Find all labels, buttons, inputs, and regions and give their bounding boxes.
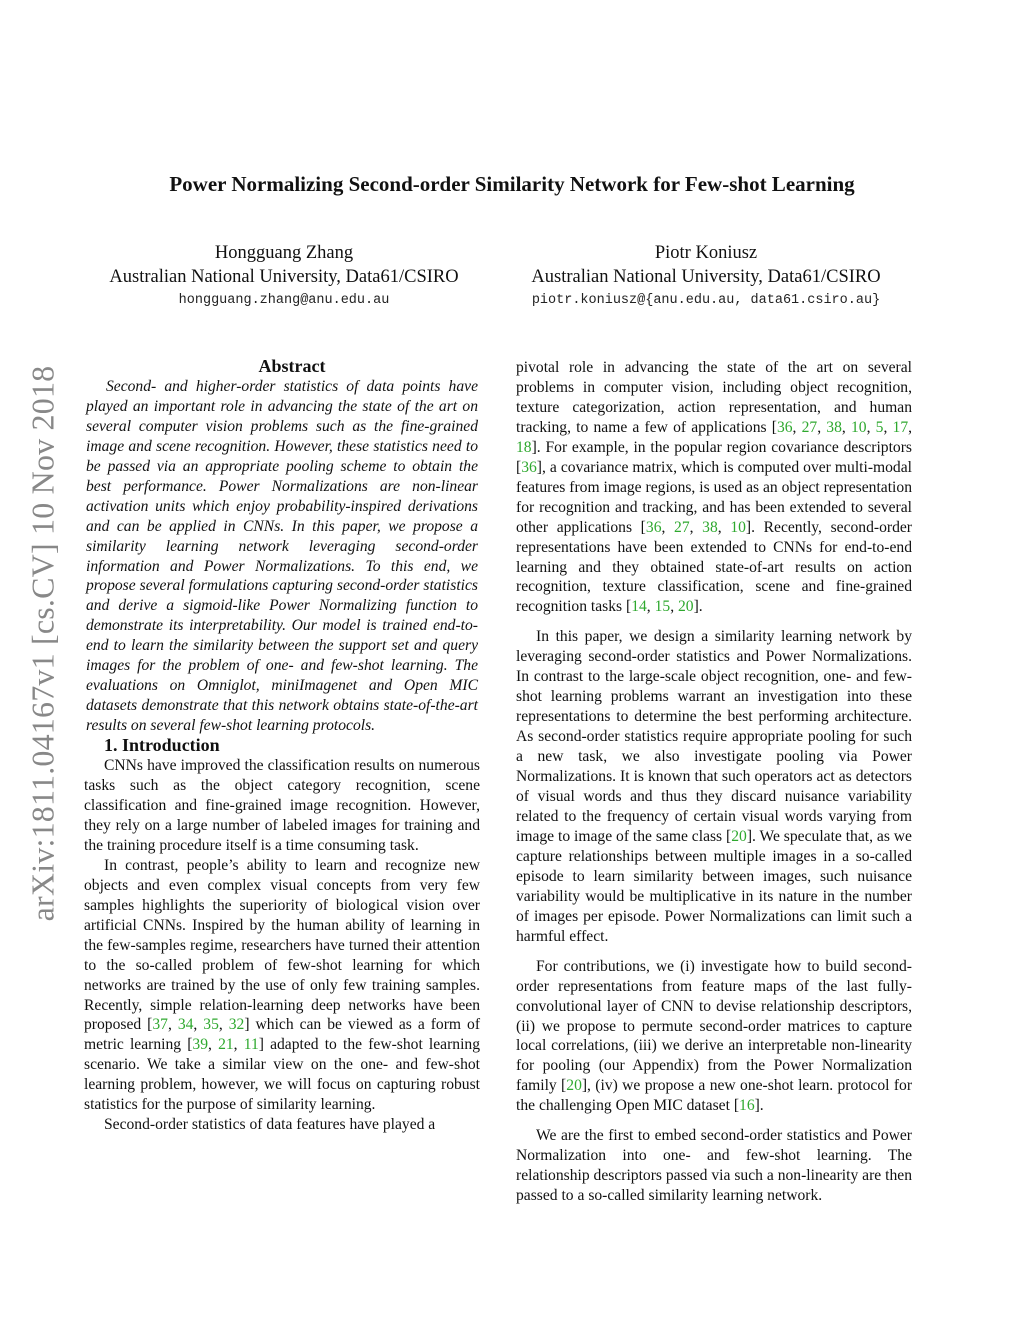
citation-link[interactable]: 38 [826,418,842,436]
author-block-1 [62,241,506,313]
author-name: Hongguang Zhang [214,243,354,263]
citation-link[interactable]: 35 [203,1016,219,1034]
citation-link[interactable]: 32 [228,1016,245,1034]
citation-link[interactable]: 20 [677,598,694,616]
body-paragraph: In this paper, we design a similarity learning network by leveraging second-order statistics and Power Normalizations. In contrast to the large-scale object recognition, one- and few-shot learning problems warrant an investigation into these representations to determine the best performing architecture. As second-order statistics require appropriate pooling for such a new task, we also investigate pooling via Power Normalizations. It is known that such operators act as detectors of visual words and thus they discard nuisance variability related to the frequency of certain visual words varying from image to image of the same class [20]. We speculate that, as we capture relationships between multiple images in a so-called episode to learn similarity between images, such nuisance variability would be multiplicative in its nature in the number of images per episode. Power Normalizations can limit such a harmful effect. [516,628,912,945]
citation-link[interactable]: 14 [631,598,647,616]
intro-paragraph: In contrast, people’s ability to learn and recognize new objects and even complex visual concepts from very few samples highlights the superiority of biological vision over artificial CNNs. Inspired by the human ability of learning in the few-samples regime, researchers have turned their attention to the so-called problem of few-shot learning for which networks are trained by the use of only few training samples. Recently, simple relation-learning deep networks have been proposed [37, 34, 35, 32] which can be viewed as a form of metric learning [39, 21, 11] adapted to the few-shot learning scenario. We take a similar view on the one- and few-shot learning problem, however, we will focus on capturing robust statistics for the purpose of similarity learning. [84,856,481,1114]
citation-link[interactable]: 27 [801,418,818,436]
paper-title: Power Normalizing Second-order Similarity Network for Few-shot Learning [169,172,855,196]
citation-link[interactable]: 11 [243,1036,259,1054]
abstract-text: Second- and higher-order statistics of data points have played an important role in advancing the state of the art on several computer vision problems such as the fine-grained image and scene recognition. However, these statistics need to be passed via an appropriate pooling scheme to obtain the best performance. Power Normalizations are non-linear activation units which enjoy probability-inspired derivations and can be applied in CNNs. In this paper, we propose a similarity learning network leveraging second-order information and Power Normalizations. To this end, we propose several formulations capturing second-order statistics and derive a sigmoid-like Power Normalizing function to demonstrate its interpretability. Our model is trained end-to-end to learn the similarity between the support set and query images for the problem of one- and few-shot learning. The evaluations on Omniglot, miniImagenet and Open MIC datasets demonstrate that this network obtains state-of-the-art results on several few-shot learning protocols. [86,377,478,735]
author-affiliation: Australian National University, Data61/CSIRO [109,267,459,287]
citation-link[interactable]: 36 [521,458,537,476]
citation-link[interactable]: 20 [731,827,747,845]
section-heading: 1. Introduction [104,735,220,756]
intro-paragraph: CNNs have improved the classification results on numerous tasks such as the object category recognition, scene classification and fine-grained image recognition. However, they rely on a large number of labeled images for training and the training procedure itself is a time consuming task. [84,757,480,854]
citation-link[interactable]: 21 [218,1036,234,1054]
citation-link[interactable]: 38 [702,518,718,536]
author-email: hongguang.zhang@anu.edu.au [178,293,390,308]
right-column [516,358,912,1206]
citation-link[interactable]: 18 [516,438,532,456]
intro-paragraph: Second-order statistics of data features have played a [104,1116,436,1134]
abstract-heading: Abstract [258,356,326,376]
citation-link[interactable]: 36 [645,518,662,536]
citation-link[interactable]: 16 [739,1097,755,1115]
author-affiliation: Australian National University, Data61/CSIRO [531,267,881,287]
author-name: Piotr Koniusz [654,243,758,263]
citation-link[interactable]: 17 [892,418,909,436]
citation-link[interactable]: 27 [674,518,690,536]
body-paragraph: For contributions, we (i) investigate how to build second-order representations from feature maps of the last fully-convolutional layer of CNN to devise relationship descriptors, (ii) we propose to permute second-order matrices to capture local correlations, (iii) we derive an interpretable non-linearity for pooling (our Appendix) from the Power Normalization family [20], (iv) we propose a new one-shot learn. protocol for the challenging Open MIC dataset [16]. [516,957,913,1115]
arxiv-identifier: arXiv:1811.04167v1 [cs.CV] 10 Nov 2018 [24,365,61,921]
citation-link[interactable]: 15 [654,598,671,616]
citation-link[interactable]: 39 [192,1036,209,1054]
citation-link[interactable]: 10 [730,518,746,536]
body-paragraph: pivotal role in advancing the state of the art on several problems in computer vision, including object recognition, texture categorization, action representation, and human tracking, to name a few of applications [36, 27, 38, 10, 5, 17, 18]. For example, in the popular region covariance descriptors [36], a covariance matrix, which is computed over multi-modal features from image regions, is used as an object representation for recognition and tracking, and has been extended to several other applications [36, 27, 38, 10]. Recently, second-order representations have been extended to CNNs for end-to-end learning and they obtained state-of-art results on action recognition, texture classification, scene and fine-grained recognition tasks [14, 15, 20]. [516,359,913,616]
citation-link[interactable]: 37 [152,1016,168,1034]
left-column [84,357,480,1135]
author-email: piotr.koniusz@{anu.edu.au, data61.csiro.au} [531,293,881,308]
author-block-2 [484,241,928,313]
citation-link[interactable]: 34 [177,1016,194,1034]
body-paragraph: We are the first to embed second-order statistics and Power Normalization into one- and few-shot learning. The relationship descriptors passed via such a non-linearity are then passed to a so-called similarity learning network. [516,1127,912,1205]
citation-link[interactable]: 5 [875,418,884,436]
citation-link[interactable]: 10 [850,418,867,436]
citation-link[interactable]: 20 [566,1077,582,1095]
arxiv-sidebar [23,347,63,939]
citation-link[interactable]: 36 [776,418,793,436]
